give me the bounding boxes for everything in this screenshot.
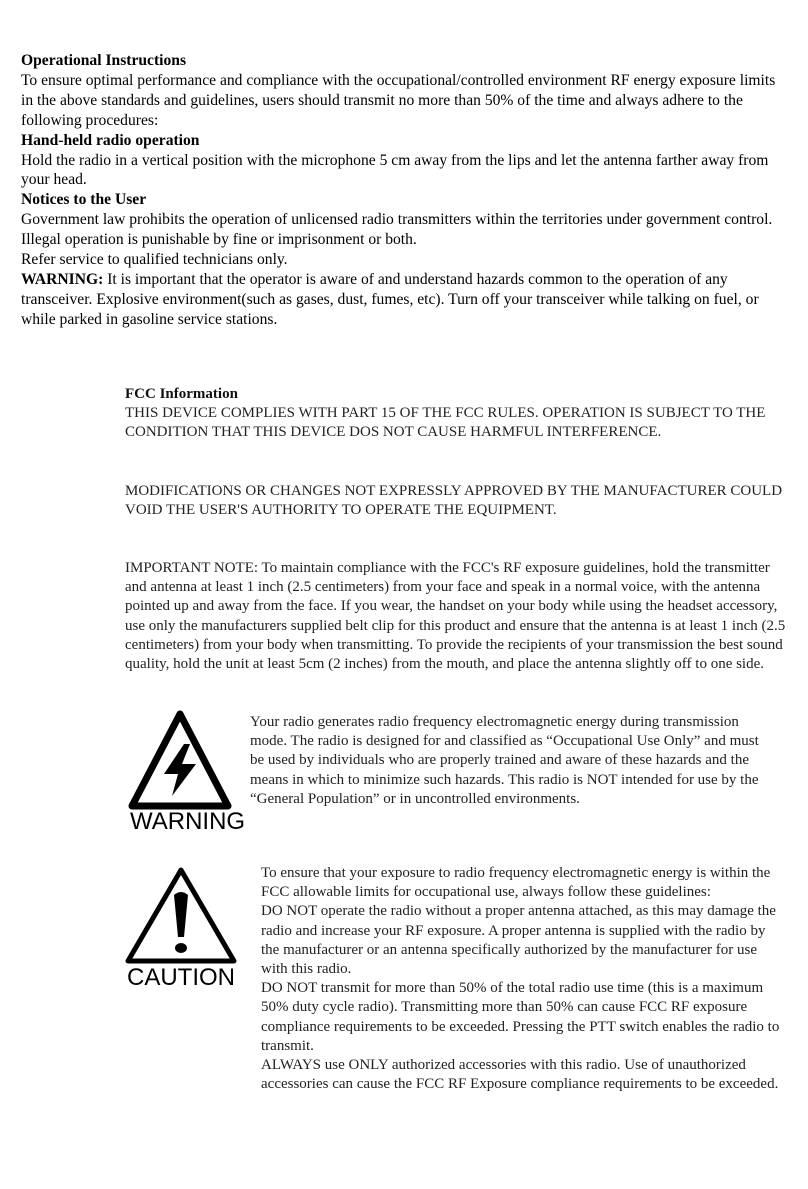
fcc-important-note: IMPORTANT NOTE: To maintain compliance with the FCC's RF exposure guidelines, hold the transmitter and antenna at least 1 inch (2.5 centimeters) from your face and speak in a normal voice, with the antenna pointed up and away from the face. If you wear, the handset on your body while using the headset accessory, use only the manufacturers supplied belt clip for this product and ensure that the antenna is at least 1 inch (2.5 centimeters) from your body when transmitting. To provide the recipients of your transmission the best sound quality, hold the unit at least 5cm (2 inches) from the mouth, and place the antenna slightly off to one side. <box>125 560 786 673</box>
caution-item-antenna: DO NOT operate the radio without a proper antenna attached, as this may damage the radio and increase your RF exposure. A proper antenna is supplied with the radio by the manufacturer or an antenna specifically authorized by the manufacturer for use with this radio. <box>261 903 776 978</box>
high-voltage-warning-icon <box>128 710 232 810</box>
notices-line2: Illegal operation is punishable by fine or imprisonment or both. <box>21 231 417 249</box>
caution-item-accessories: ALWAYS use ONLY authorized accessories with this radio. Use of unauthorized accessories can cause the FCC RF Exposure compliance requirements to be exceeded. <box>261 1057 779 1093</box>
notices-line3: Refer service to qualified technicians only. <box>21 251 288 269</box>
fcc-compliance-paragraph: THIS DEVICE COMPLIES WITH PART 15 OF THE FCC RULES. OPERATION IS SUBJECT TO THE CONDITION THAT THIS DEVICE DOS NOT CAUSE HARMFUL INTERFERENCE. <box>125 405 766 441</box>
fcc-modifications-paragraph: MODIFICATIONS OR CHANGES NOT EXPRESSLY APPROVED BY THE MANUFACTURER COULD VOID THE USER'S AUTHORITY TO OPERATE THE EQUIPMENT. <box>125 483 783 519</box>
warning-label: WARNING <box>130 808 246 835</box>
fcc-title: FCC Information <box>125 386 238 402</box>
warning-note-body: It is important that the operator is aware of and understand hazards common to the operation of any transceiver. Explosive environment(such as gases, dust, fumes, etc). Turn off your transceiver while talking on fuel, or while parked in gasoline service stations. <box>21 270 759 328</box>
warning-text: Your radio generates radio frequency electromagnetic energy during transmission mode. The radio is designed for and classified as “Occupational Use Only” and must be used by individuals who are properly trained and aware of these hazards and the means in which to minimize such hazards. This radio is NOT intended for use by the “General Population” or in uncontrolled environments. <box>250 714 759 807</box>
warning-note <box>21 270 791 330</box>
operational-body: To ensure optimal performance and compliance with the occupational/controlled environment RF energy exposure limits in the above standards and guidelines, users should transmit no more than 50% of the time and always adhere to the following procedures: <box>21 71 776 129</box>
operational-section <box>21 51 791 330</box>
caution-item-duty-cycle: DO NOT transmit for more than 50% of the total radio use time (this is a maximum 50% duty cycle radio). Transmitting more than 50% can cause FCC RF exposure compliance requirements to be exceeded. Pressing the PTT switch enables the radio to transmit. <box>261 980 780 1054</box>
operational-title: Operational Instructions <box>21 52 187 69</box>
warning-note-label: WARNING: <box>21 270 104 288</box>
caution-label: CAUTION <box>127 964 235 991</box>
exclamation-caution-icon <box>124 865 238 965</box>
caution-intro: To ensure that your exposure to radio frequency electromagnetic energy is within the FCC allowable limits for occupational use, always follow these guidelines: <box>261 865 771 901</box>
handheld-body: Hold the radio in a vertical position with the microphone 5 cm away from the lips and let the antenna farther away from your head. <box>21 151 769 189</box>
notices-title: Notices to the User <box>21 191 147 209</box>
handheld-title: Hand-held radio operation <box>21 131 200 149</box>
notices-line1: Government law prohibits the operation of unlicensed radio transmitters within the territories under government control. <box>21 211 773 229</box>
caution-text <box>261 864 781 1094</box>
